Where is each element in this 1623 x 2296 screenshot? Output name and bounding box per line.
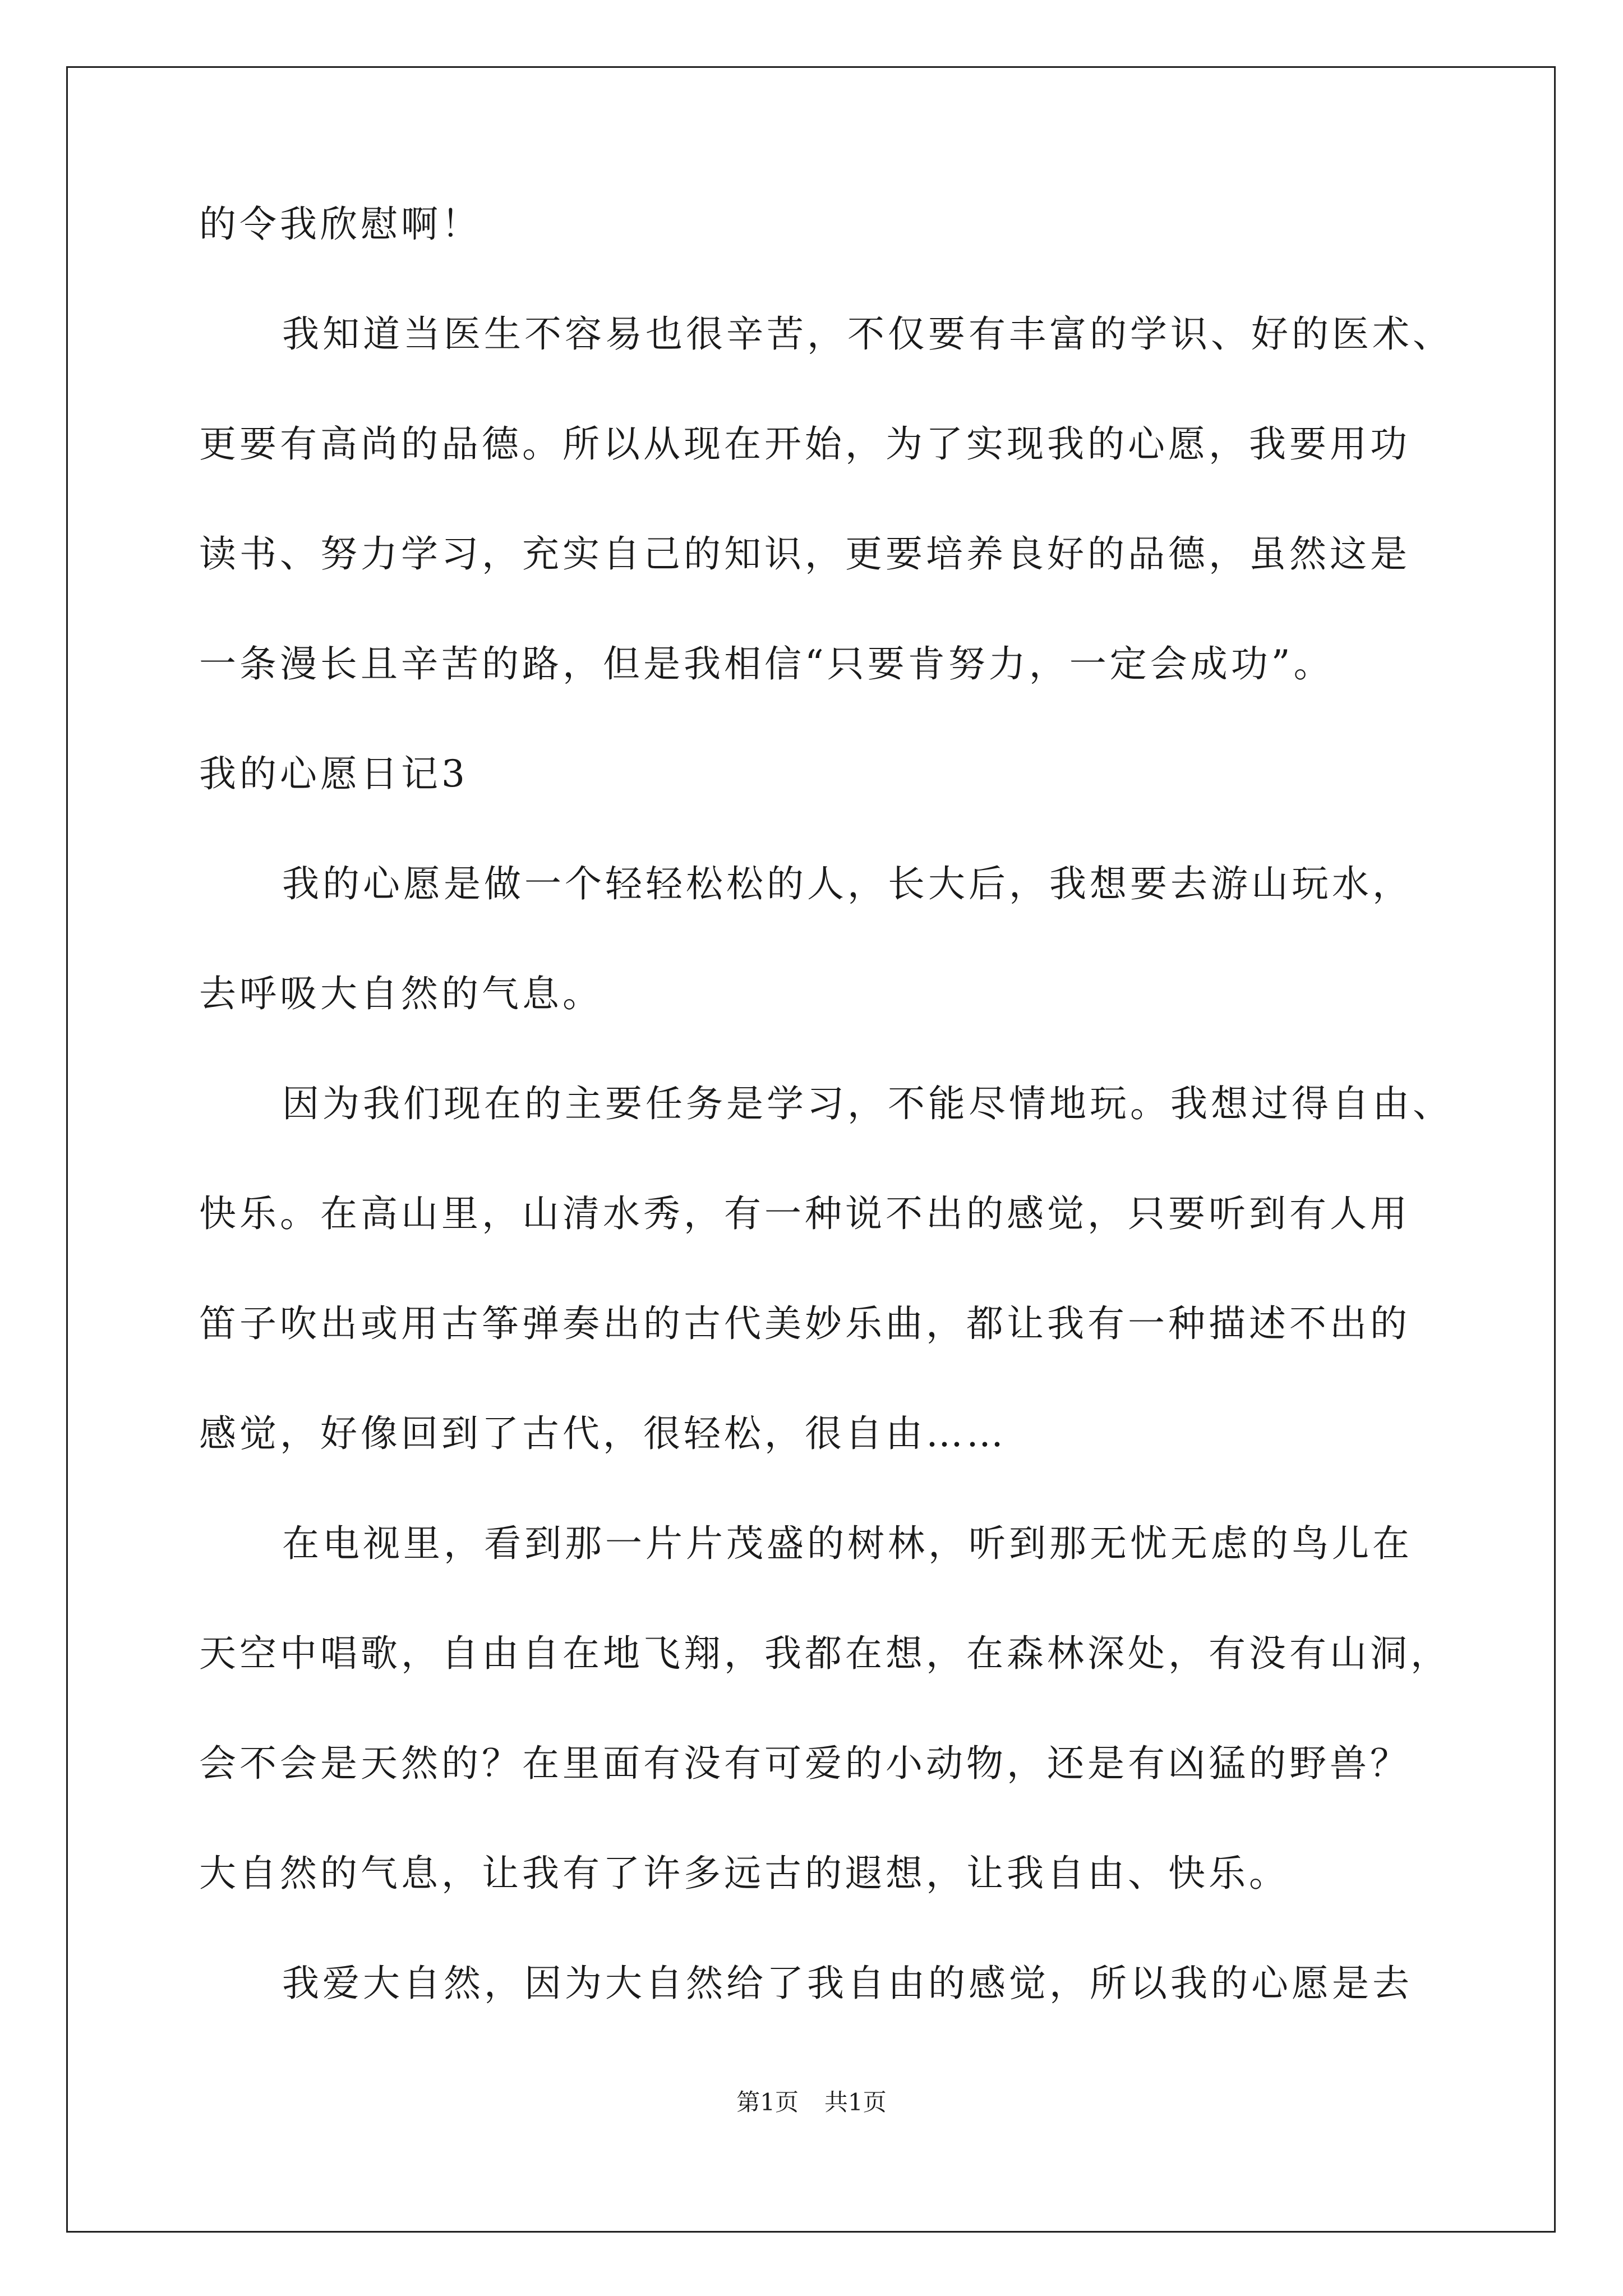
text-line: 笛子吹出或用古筝弹奏出的古代美妙乐曲，都让我有一种描述不出的 <box>199 1302 1410 1345</box>
paragraph-first-line: 因为我们现在的主要任务是学习，不能尽情地玩。我想过得自由、 <box>282 1082 1453 1125</box>
text-line: 感觉，好像回到了古代，很轻松，很自由…… <box>199 1412 1007 1455</box>
text-line: 更要有高尚的品德。所以从现在开始，为了实现我的心愿，我要用功 <box>199 422 1410 466</box>
paragraph-first-line: 我爱大自然，因为大自然给了我自由的感觉，所以我的心愿是去 <box>282 1962 1413 2005</box>
page-footer <box>0 2088 1623 2116</box>
section-heading: 我的心愿日记3 <box>199 752 468 795</box>
page-total: 共1页 <box>824 2088 887 2116</box>
text-line: 读书、努力学习，充实自己的知识，更要培养良好的品德，虽然这是 <box>199 532 1410 576</box>
page-number: 第1页 <box>736 2088 799 2116</box>
text-line: 的令我欣慰啊！ <box>199 203 482 246</box>
page-border <box>66 66 1556 2233</box>
paragraph-first-line: 我的心愿是做一个轻轻松松的人，长大后，我想要去游山玩水， <box>282 862 1413 905</box>
paragraph-first-line: 在电视里，看到那一片片茂盛的树林，听到那无忧无虑的鸟儿在 <box>282 1522 1413 1565</box>
paragraph-first-line: 我知道当医生不容易也很辛苦，不仅要有丰富的学识、好的医术、 <box>282 312 1453 356</box>
text-line: 一条漫长且辛苦的路，但是我相信“只要肯努力，一定会成功”。 <box>199 642 1334 685</box>
text-line: 天空中唱歌，自由自在地飞翔，我都在想，在森林深处，有没有山洞， <box>199 1632 1451 1675</box>
text-line: 快乐。在高山里，山清水秀，有一种说不出的感觉，只要听到有人用 <box>199 1192 1410 1235</box>
text-line: 大自然的气息，让我有了许多远古的遐想，让我自由、快乐。 <box>199 1852 1289 1895</box>
text-line: 会不会是天然的？在里面有没有可爱的小动物，还是有凶猛的野兽？ <box>199 1742 1410 1785</box>
text-line: 去呼吸大自然的气息。 <box>199 972 603 1015</box>
